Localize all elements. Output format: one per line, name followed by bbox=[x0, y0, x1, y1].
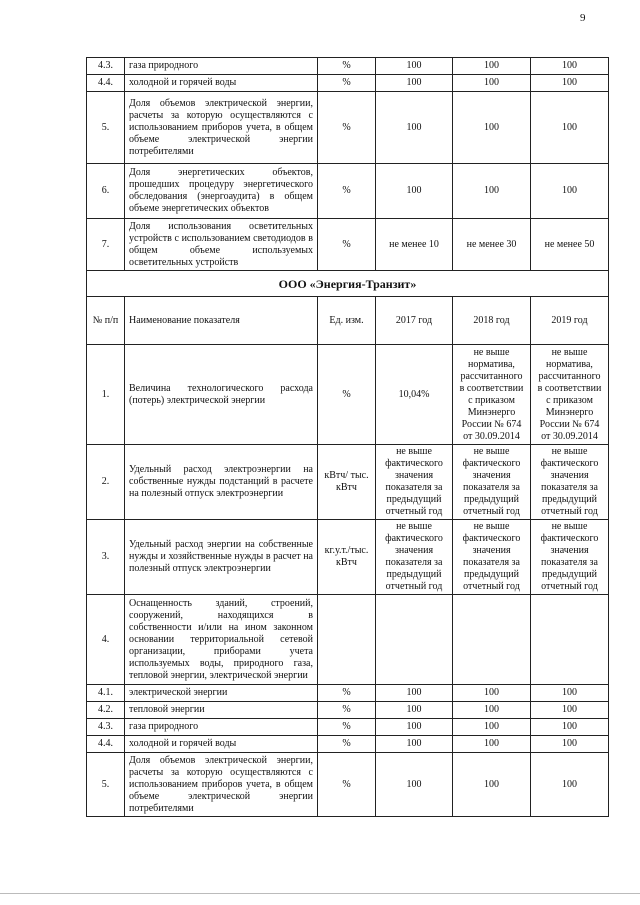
header-2017: 2017 год bbox=[376, 297, 453, 345]
indicator-name: Величина технологического расхода (потерь) электрической энергии bbox=[125, 345, 318, 445]
unit: % bbox=[318, 753, 376, 817]
value-2018: 100 bbox=[453, 702, 531, 719]
unit: кг.у.т./тыс. кВтч bbox=[318, 520, 376, 595]
unit: % bbox=[318, 736, 376, 753]
value-2017: 100 bbox=[376, 685, 453, 702]
page-bottom-edge bbox=[0, 893, 640, 894]
row-number: 4.3. bbox=[87, 58, 125, 75]
value-2017: 100 bbox=[376, 92, 453, 164]
row-number: 7. bbox=[87, 219, 125, 271]
unit: % bbox=[318, 92, 376, 164]
table-row bbox=[87, 75, 609, 92]
header-name: Наименование показателя bbox=[125, 297, 318, 345]
unit: % bbox=[318, 719, 376, 736]
indicator-name: холодной и горячей воды bbox=[125, 75, 318, 92]
value-2018: не менее 30 bbox=[453, 219, 531, 271]
value-2019: 100 bbox=[531, 736, 609, 753]
header-2019: 2019 год bbox=[531, 297, 609, 345]
value-2018: не выше фактического значения показателя за предыдущий отчетный год bbox=[453, 520, 531, 595]
value-2019: 100 bbox=[531, 719, 609, 736]
row-number: 4.1. bbox=[87, 685, 125, 702]
value-2017: 100 bbox=[376, 719, 453, 736]
header-2018: 2018 год bbox=[453, 297, 531, 345]
indicator-name: газа природного bbox=[125, 719, 318, 736]
section-row bbox=[87, 271, 609, 297]
table-row bbox=[87, 702, 609, 719]
table-row bbox=[87, 595, 609, 685]
value-2017: 100 bbox=[376, 164, 453, 219]
value-2019: 100 bbox=[531, 164, 609, 219]
row-number: 4. bbox=[87, 595, 125, 685]
value-2018: 100 bbox=[453, 685, 531, 702]
value-2017: 100 bbox=[376, 736, 453, 753]
value-2018: не выше фактического значения показателя за предыдущий отчетный год bbox=[453, 445, 531, 520]
value-2017: не выше фактического значения показателя за предыдущий отчетный год bbox=[376, 445, 453, 520]
unit: % bbox=[318, 345, 376, 445]
value-2018: 100 bbox=[453, 92, 531, 164]
table-row bbox=[87, 58, 609, 75]
indicator-name: холодной и горячей воды bbox=[125, 736, 318, 753]
table-row bbox=[87, 520, 609, 595]
value-2019: 100 bbox=[531, 92, 609, 164]
table-row bbox=[87, 736, 609, 753]
value-2017: 10,04% bbox=[376, 345, 453, 445]
row-number: 6. bbox=[87, 164, 125, 219]
row-number: 4.2. bbox=[87, 702, 125, 719]
unit: % bbox=[318, 164, 376, 219]
row-number: 5. bbox=[87, 92, 125, 164]
value-2017: не выше фактического значения показателя за предыдущий отчетный год bbox=[376, 520, 453, 595]
header-unit: Ед. изм. bbox=[318, 297, 376, 345]
value-2018: 100 bbox=[453, 753, 531, 817]
row-number: 3. bbox=[87, 520, 125, 595]
value-2019: 100 bbox=[531, 753, 609, 817]
indicator-name: Оснащенность зданий, строений, сооружений, находящихся в собственности и/или на ином законном основании территориальной сетевой организации, приборами учета используемых воды, природного газа, тепловой энергии, электрической энергии bbox=[125, 595, 318, 685]
header-num: № п/п bbox=[87, 297, 125, 345]
indicator-name: Удельный расход электроэнергии на собственные нужды подстанций в расчете на полезный отпуск электроэнергии bbox=[125, 445, 318, 520]
value-2019: не менее 50 bbox=[531, 219, 609, 271]
value-2019: не выше фактического значения показателя за предыдущий отчетный год bbox=[531, 520, 609, 595]
indicator-name: электрической энергии bbox=[125, 685, 318, 702]
value-2019: 100 bbox=[531, 685, 609, 702]
table-row bbox=[87, 719, 609, 736]
table-row bbox=[87, 685, 609, 702]
value-2018: 100 bbox=[453, 736, 531, 753]
value-2018: не выше норматива, рассчитанного в соответствии с приказом Минэнерго России № 674 от 30.09.2014 bbox=[453, 345, 531, 445]
indicator-name: Доля энергетических объектов, прошедших процедуру энергетического обследования (энергоаудита) в общем объеме энергетических объектов bbox=[125, 164, 318, 219]
table-row bbox=[87, 445, 609, 520]
unit: % bbox=[318, 702, 376, 719]
value-2017: не менее 10 bbox=[376, 219, 453, 271]
row-number: 4.4. bbox=[87, 75, 125, 92]
table-row bbox=[87, 92, 609, 164]
table-row bbox=[87, 753, 609, 817]
value-2019: 100 bbox=[531, 702, 609, 719]
unit: % bbox=[318, 219, 376, 271]
value-2017: 100 bbox=[376, 58, 453, 75]
indicator-name: Удельный расход энергии на собственные нужды и хозяйственные нужды в расчет на полезный отпуск электроэнергии bbox=[125, 520, 318, 595]
header-row bbox=[87, 297, 609, 345]
unit bbox=[318, 595, 376, 685]
indicator-name: Доля использования осветительных устройств с использованием светодиодов в общем объеме используемых осветительных устройств bbox=[125, 219, 318, 271]
value-2019: 100 bbox=[531, 58, 609, 75]
value-2017: 100 bbox=[376, 75, 453, 92]
table-row bbox=[87, 219, 609, 271]
unit: % bbox=[318, 58, 376, 75]
unit: % bbox=[318, 75, 376, 92]
value-2019 bbox=[531, 595, 609, 685]
value-2017: 100 bbox=[376, 702, 453, 719]
indicator-name: Доля объемов электрической энергии, расчеты за которую осуществляются с использованием приборов учета, в общем объеме электрической энергии потребителями bbox=[125, 753, 318, 817]
value-2019: не выше норматива, рассчитанного в соответствии с приказом Минэнерго России № 674 от 30.09.2014 bbox=[531, 345, 609, 445]
row-number: 5. bbox=[87, 753, 125, 817]
value-2018 bbox=[453, 595, 531, 685]
value-2019: 100 bbox=[531, 75, 609, 92]
table-row bbox=[87, 164, 609, 219]
table-row bbox=[87, 345, 609, 445]
unit: кВтч/ тыс. кВтч bbox=[318, 445, 376, 520]
value-2018: 100 bbox=[453, 719, 531, 736]
row-number: 4.4. bbox=[87, 736, 125, 753]
value-2018: 100 bbox=[453, 58, 531, 75]
value-2017: 100 bbox=[376, 753, 453, 817]
row-number: 2. bbox=[87, 445, 125, 520]
indicator-name: Доля объемов электрической энергии, расчеты за которую осуществляются с использованием приборов учета, в общем объеме электрической энергии потребителями bbox=[125, 92, 318, 164]
unit: % bbox=[318, 685, 376, 702]
indicators-table bbox=[86, 57, 609, 817]
page-number: 9 bbox=[580, 12, 586, 24]
row-number: 1. bbox=[87, 345, 125, 445]
value-2017 bbox=[376, 595, 453, 685]
row-number: 4.3. bbox=[87, 719, 125, 736]
value-2018: 100 bbox=[453, 164, 531, 219]
indicator-name: газа природного bbox=[125, 58, 318, 75]
indicator-name: тепловой энергии bbox=[125, 702, 318, 719]
value-2018: 100 bbox=[453, 75, 531, 92]
value-2019: не выше фактического значения показателя за предыдущий отчетный год bbox=[531, 445, 609, 520]
section-title: ООО «Энергия-Транзит» bbox=[87, 271, 609, 297]
